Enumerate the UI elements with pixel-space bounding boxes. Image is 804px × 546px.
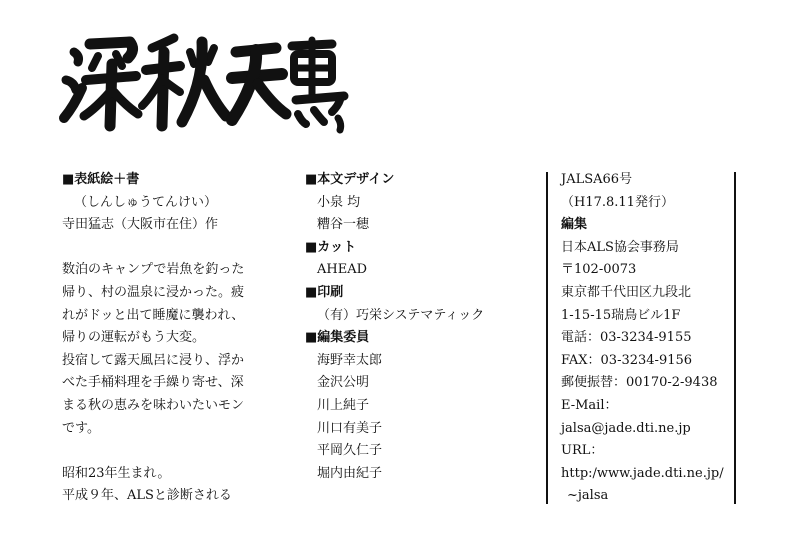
url-link-continued[interactable]: ~jalsa xyxy=(567,488,609,504)
paragraph-line: まる秋の恵みを味わいたいモン xyxy=(62,397,245,413)
paragraph-line: 数泊のキャンプで岩魚を釣った xyxy=(62,262,245,278)
cut-heading: ■カット xyxy=(305,239,357,255)
publication-info xyxy=(561,169,736,508)
staff-credits xyxy=(305,169,535,485)
designer-name: 糟谷一穂 xyxy=(317,217,370,233)
calligraphy-title-logo xyxy=(56,22,356,142)
paragraph-line: べた手桶料理を手繰り寄せ、深 xyxy=(62,375,244,391)
editor-name: 川上純子 xyxy=(317,397,370,413)
print-heading: ■印刷 xyxy=(305,284,344,300)
organization: 日本ALS協会事務局 xyxy=(561,239,679,255)
design-heading: ■本文デザイン xyxy=(305,172,395,187)
cover-author: 寺田猛志（大阪市在住）作 xyxy=(62,217,219,233)
paragraph-line: 投宿して露天風呂に浸り、浮か xyxy=(62,352,245,368)
editor-name: 金沢公明 xyxy=(317,375,370,391)
paragraph-line: です。 xyxy=(62,420,100,436)
fax: FAX：03-3234-9156 xyxy=(561,352,693,368)
editors-heading: ■編集委員 xyxy=(305,330,370,346)
paragraph-line: れがドッと出て睡魔に襲われ、 xyxy=(62,307,245,323)
bio-line: 昭和23年生まれ。 xyxy=(62,465,171,481)
print-name: （有）巧栄システマティック xyxy=(317,307,485,323)
cover-art-credits xyxy=(62,169,292,508)
postal-code: 〒102-0073 xyxy=(561,262,637,278)
column-divider-left xyxy=(546,172,548,504)
cut-name: AHEAD xyxy=(317,262,368,278)
phone: 電話：03-3234-9155 xyxy=(561,330,692,346)
url-link[interactable]: http:/www.jade.dti.ne.jp/ xyxy=(561,465,724,481)
designer-name: 小泉 均 xyxy=(317,194,361,210)
editor-heading: 編集 xyxy=(561,217,588,233)
bio-line: 平成９年、ALSと診断される xyxy=(62,488,232,504)
address-line: 1-15-15瑞鳥ビル1F xyxy=(561,307,681,323)
paragraph-line: 帰りの運転がもう大変。 xyxy=(62,330,206,346)
address-line: 東京都千代田区九段北 xyxy=(561,284,692,300)
cover-heading: ■表紙絵＋書 xyxy=(62,172,140,187)
issue-number: JALSA66号 xyxy=(561,172,633,187)
issue-date: （H17.8.11発行） xyxy=(561,194,674,210)
email-address[interactable]: jalsa@jade.dti.ne.jp xyxy=(561,420,691,436)
url-label: URL： xyxy=(561,443,604,459)
editor-name: 堀内由紀子 xyxy=(317,465,383,481)
email-label: E-Mail： xyxy=(561,397,618,413)
paragraph-line: 帰り、村の温泉に浸かった。疲 xyxy=(62,284,245,300)
cover-reading: （しんしゅうてんけい） xyxy=(74,194,218,210)
editor-name: 海野幸太郎 xyxy=(317,352,383,368)
postal-transfer: 郵便振替：00170-2-9438 xyxy=(561,375,718,391)
editor-name: 川口有美子 xyxy=(317,420,383,436)
editor-name: 平岡久仁子 xyxy=(317,443,383,459)
